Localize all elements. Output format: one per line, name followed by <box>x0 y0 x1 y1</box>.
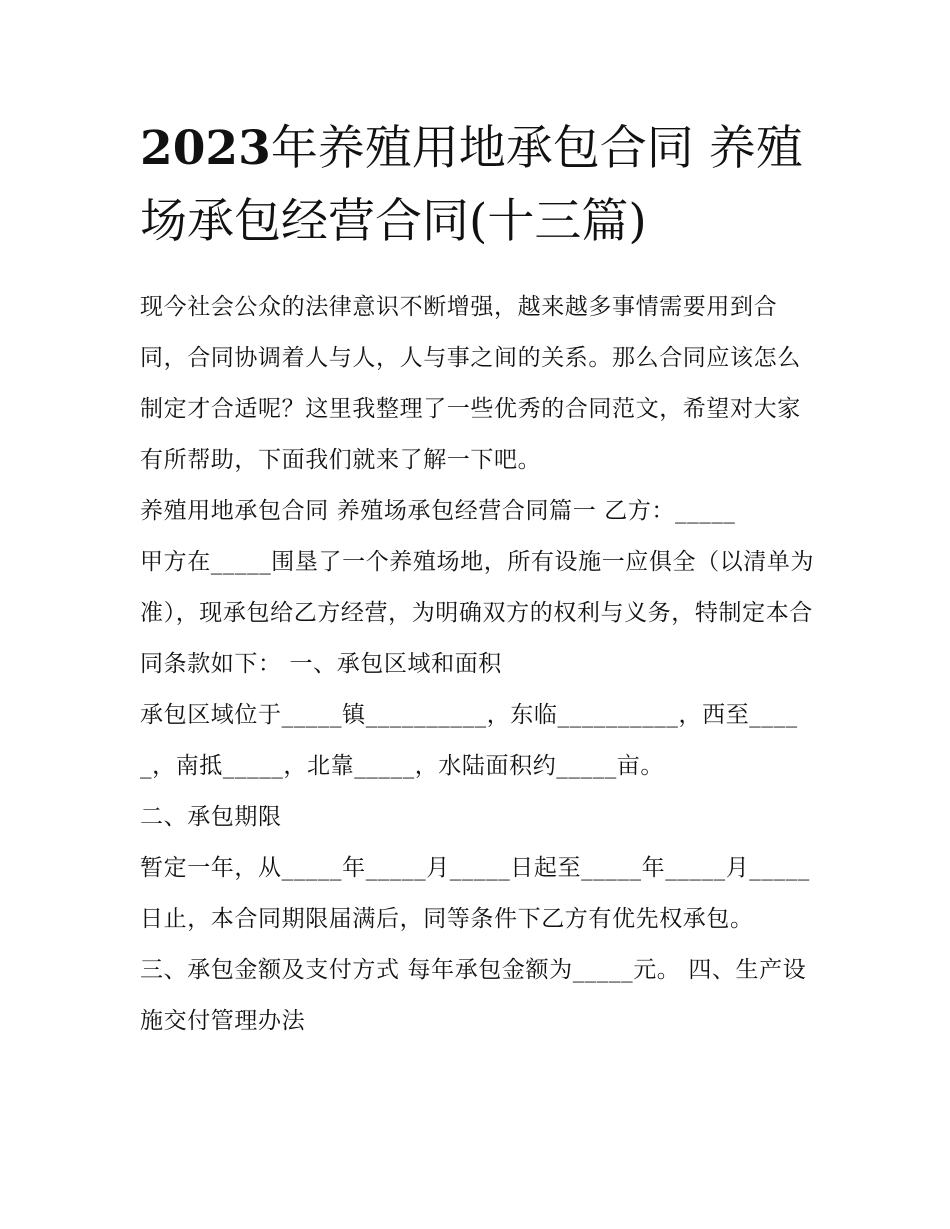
party-a-paragraph: 甲方在_____围垦了一个养殖场地，所有设施一应俱全（以清单为准），现承包给乙方经营，为明确双方的权利与义务，特制定本合同条款如下： 一、承包区域和面积 <box>140 549 815 677</box>
payment-paragraph: 三、承包金额及支付方式 每年承包金额为_____元。 四、生产设施交付管理办法 <box>140 957 807 1034</box>
term-paragraph: 暂定一年，从_____年_____月_____日起至_____年_____月_____日止，本合同期限届满后，同等条件下乙方有优先权承包。 <box>140 855 810 932</box>
document-body <box>140 282 815 1047</box>
document-title <box>140 112 820 258</box>
section-heading-paragraph: 养殖用地承包合同 养殖场承包经营合同篇一 乙方：_____ <box>140 498 736 524</box>
title-text: 年养殖用地承包合同 养殖场承包经营合同(十三篇) <box>140 121 803 249</box>
title-year: 2023 <box>140 121 271 176</box>
term-heading: 二、承包期限 <box>140 804 282 830</box>
intro-paragraph: 现今社会公众的法律意识不断增强，越来越多事情需要用到合同，合同协调着人与人，人与事之间的关系。那么合同应该怎么制定才合适呢？这里我整理了一些优秀的合同范文，希望对大家有所帮助，下面我们就来了解一下吧。 <box>140 294 801 473</box>
area-paragraph: 承包区域位于_____镇__________，东临__________，西至_____，南抵_____，北靠_____，水陆面积约_____亩。 <box>140 702 798 779</box>
